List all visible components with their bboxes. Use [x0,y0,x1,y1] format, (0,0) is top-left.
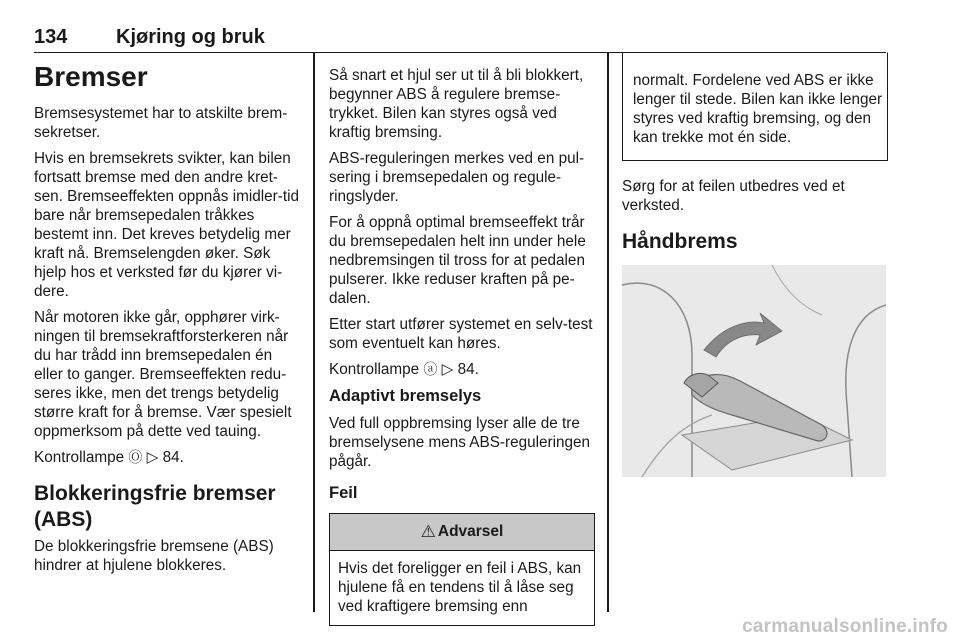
reference-text: Kontrollampe [329,361,420,378]
paragraph: ABS-reguleringen merkes ved en pul-sering i bremsepedalen og regule-ringslyder. [329,150,585,205]
paragraph: Sørg for at feilen utbedres ved et verksted. [622,178,845,214]
paragraph: De blokkeringsfrie bremsene (ABS) hindrer at hjulene blokkeres. [34,538,274,574]
abs-lamp-icon: ⓐ [423,361,438,377]
column-1 [34,52,300,582]
subsection-title-fault: Feil [329,484,358,502]
brake-warning-lamp-icon: Ⓞ [128,449,143,465]
column-divider [313,52,315,612]
warning-box [329,513,595,626]
control-lamp-reference [329,360,595,379]
paragraph: Så snart et hjul ser ut til å bli blokkert, begynner ABS å regulere bremse-trykket. Bilen kan styres også ved kraftig bremsing. [329,67,584,141]
paragraph: Når motoren ikke går, opphører virk-ningen til bremsekraftforsterkeren når du har trådd inn bremsepedalen én eller to ganger. Bremseeffekten redu-seres ikke, men det trengs betydelig større kraft for å bremse. Vær spesielt oppmerksom på dette ved tauing. [34,309,292,440]
handbrake-illustration [622,265,886,477]
warning-title: Advarsel [437,523,504,540]
page-header [34,22,886,53]
warning-body [330,551,594,625]
page-number: 134 [34,26,68,48]
paragraph: For å oppnå optimal bremseeffekt trår du bremsepedalen helt inn under hele nedbremsingen til tross for at pedalen pulserer. Ikke reduser kraften på pe-dalen. [329,214,586,307]
handbrake-drawing [622,265,886,477]
paragraph: Bremsesystemet har to atskilte brem-sekretser. [34,105,288,141]
warning-text: Hvis det foreligger en feil i ABS, kan hjulene få en tendens til å låse seg ved kraftigere bremsing enn [338,560,582,615]
paragraph: Hvis en bremsekrets svikter, kan bilen fortsatt bremse med den andre kret-sen. Bremseeffekten oppnås imidler-tid bare når bremsepedalen tråkkes bestemt inn. Det kreves betydelig mer kraft nå. Bremselengden øker. Søk hjelp hos et verksted før du kjører vi-dere. [34,150,299,300]
section-title-abs: Blokkeringsfrie bremser (ABS) [34,482,276,531]
warning-header [330,514,594,551]
column-3 [622,52,888,477]
warning-box-continued [622,52,888,161]
watermark-url: carmanualsonline.info [742,616,948,637]
warning-triangle-icon: ⚠ [420,522,436,541]
section-title-bremser: Bremser [34,61,148,92]
column-2 [329,52,595,626]
page-reference-link[interactable]: ▷ 84. [441,361,479,378]
chapter-title: Kjøring og bruk [116,26,265,48]
control-lamp-reference [34,448,300,467]
column-divider [607,52,609,612]
subsection-title-adaptive-brake-light: Adaptivt bremselys [329,387,482,405]
reference-text: Kontrollampe [34,449,125,466]
paragraph: Ved full oppbremsing lyser alle de tre bremselysene mens ABS-reguleringen pågår. [329,415,591,470]
page-reference-link[interactable]: ▷ 84. [146,449,184,466]
paragraph: Etter start utfører systemet en selv-test som eventuelt kan høres. [329,316,593,352]
warning-text-continued: normalt. Fordelene ved ABS er ikke lenger til stede. Bilen kan ikke lenger styres ved kraftig bremsing, og den kan trekke mot én side. [633,72,883,146]
section-title-handbrake: Håndbrems [622,230,738,253]
